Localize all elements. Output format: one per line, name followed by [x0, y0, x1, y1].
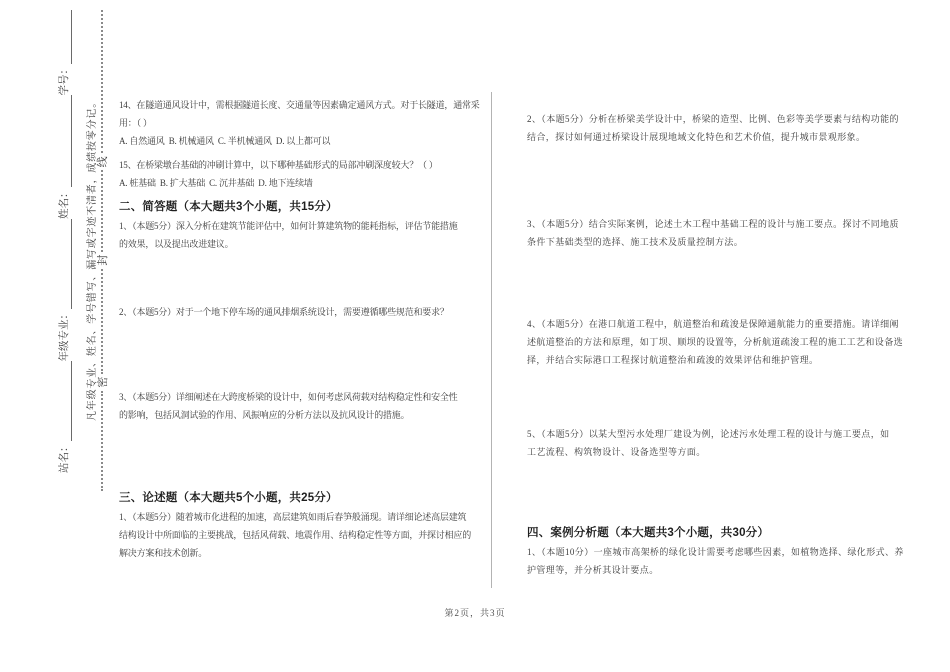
options-line: A. 自然通风 B. 机械通风 C. 半机械通风 D. 以上都可以: [119, 136, 331, 146]
dotted-segment: [101, 170, 103, 251]
essay-q4: [527, 315, 907, 369]
page-footer: 第2页，共3页: [444, 608, 506, 618]
question-line: 结构设计中所面临的主要挑战，包括风荷载、地震作用、结构稳定性等方面，并探讨相应的: [119, 530, 472, 540]
question-line: 3、（本题5分）详细阐述在大跨度桥梁的设计中，如何考虑风荷载对结构稳定性和安全性: [119, 392, 458, 402]
seal-char-feng: 封: [96, 254, 109, 266]
left-column: [119, 96, 493, 562]
question-line: 择，并结合实际港口工程探讨航道整治和疏浚的效果评估和维护管理。: [527, 355, 819, 365]
case-analysis-section-title: 四、案例分析题（本大题共3个小题，共30分）: [527, 527, 770, 539]
student-info-line: [57, 10, 72, 473]
question-line: 4、（本题5分）在港口航道工程中，航道整治和疏浚是保障通航能力的重要措施。请详细阐: [527, 319, 899, 329]
essay-q2: [527, 110, 907, 146]
question-line: 护管理等，并分析其设计要点。: [527, 565, 659, 575]
seal-char-xian: 线: [96, 156, 109, 168]
question-line: 用：（ ）: [119, 118, 152, 128]
dotted-segment: [101, 10, 103, 153]
seal-dotted-line: [94, 10, 109, 491]
name-blank-underline: [58, 96, 72, 188]
question-line: 的效果，以及提出改进建议。: [119, 239, 234, 249]
grade-major-label: 年级专业：: [59, 309, 70, 362]
station-name-label: 站名：: [59, 441, 70, 473]
essay-q1: [119, 508, 493, 562]
short-answer-q3: [119, 388, 493, 424]
options-line: A. 桩基础 B. 扩大基础 C. 沉井基础 D. 地下连续墙: [119, 178, 313, 188]
essay-q3: [527, 215, 907, 251]
right-column: [527, 110, 907, 579]
name-label: 姓名：: [59, 187, 70, 219]
question-line: 15、在桥梁墩台基础的冲刷计算中，以下哪种基础形式的局部冲刷深度较大？（ ）: [119, 160, 438, 170]
question-line: 1、（本题5分）深入分析在建筑节能评估中，如何计算建筑物的能耗指标，评估节能措施: [119, 221, 458, 231]
question-line: 2、（本题5分）分析在桥梁美学设计中，桥梁的造型、比例、色彩等美学要素与结构功能的: [527, 114, 899, 124]
question-line: 条件下基础类型的选择、施工技术及质量控制方法。: [527, 237, 744, 247]
student-id-label: 学号：: [59, 64, 70, 96]
mc-question-14: [119, 96, 493, 150]
grade-major-blank-underline: [58, 219, 72, 309]
question-line: 解决方案和技术创新。: [119, 548, 208, 558]
seal-char-mi: 密: [96, 376, 109, 388]
case-analysis-q1: [527, 543, 907, 579]
dotted-segment: [101, 269, 103, 374]
short-answer-q2: [119, 303, 493, 321]
mc-question-15: [119, 156, 493, 192]
question-line: 的影响，包括风洞试验的作用、风振响应的分析方法以及抗风设计的措施。: [119, 410, 410, 420]
seal-warning-text: 凡年级专业、姓名、学号错写、漏写或字迹不清者，成绩按零分记。: [87, 97, 98, 421]
question-line: 述航道整治的方法和原理，如丁坝、顺坝的设置等，分析航道疏浚工程的施工工艺和设备选: [527, 337, 904, 347]
question-line: 14、在隧道通风设计中，需根据隧道长度、交通量等因素确定通风方式。对于长隧道，通常采: [119, 100, 480, 110]
essay-q5: [527, 425, 907, 461]
short-answer-q1: [119, 217, 493, 253]
question-line: 结合，探讨如何通过桥梁设计展现地域文化特色和艺术价值，提升城市景观形象。: [527, 132, 866, 142]
question-line: 5、（本题5分）以某大型污水处理厂建设为例，论述污水处理工程的设计与施工要点，如: [527, 429, 890, 439]
question-line: 工艺流程、构筑物设计、设备选型等方面。: [527, 447, 706, 457]
station-name-blank-underline: [58, 362, 72, 442]
question-line: 1、（本题5分）随着城市化进程的加速，高层建筑如雨后春笋般涌现。请详细论述高层建筑: [119, 512, 467, 522]
short-answer-section-title: 二、简答题（本大题共3个小题，共15分）: [119, 201, 338, 213]
question-line: 2、（本题5分）对于一个地下停车场的通风排烟系统设计，需要遵循哪些规范和要求？: [119, 307, 449, 317]
essay-section-title: 三、论述题（本大题共5个小题，共25分）: [119, 492, 338, 504]
student-id-blank-underline: [58, 10, 72, 64]
question-line: 3、（本题5分）结合实际案例，论述土木工程中基础工程的设计与施工要点。探讨不同地质: [527, 219, 899, 229]
dotted-segment: [101, 391, 103, 491]
question-line: 1、（本题10分）一座城市高架桥的绿化设计需要考虑哪些因素，如植物选择、绿化形式、养: [527, 547, 904, 557]
